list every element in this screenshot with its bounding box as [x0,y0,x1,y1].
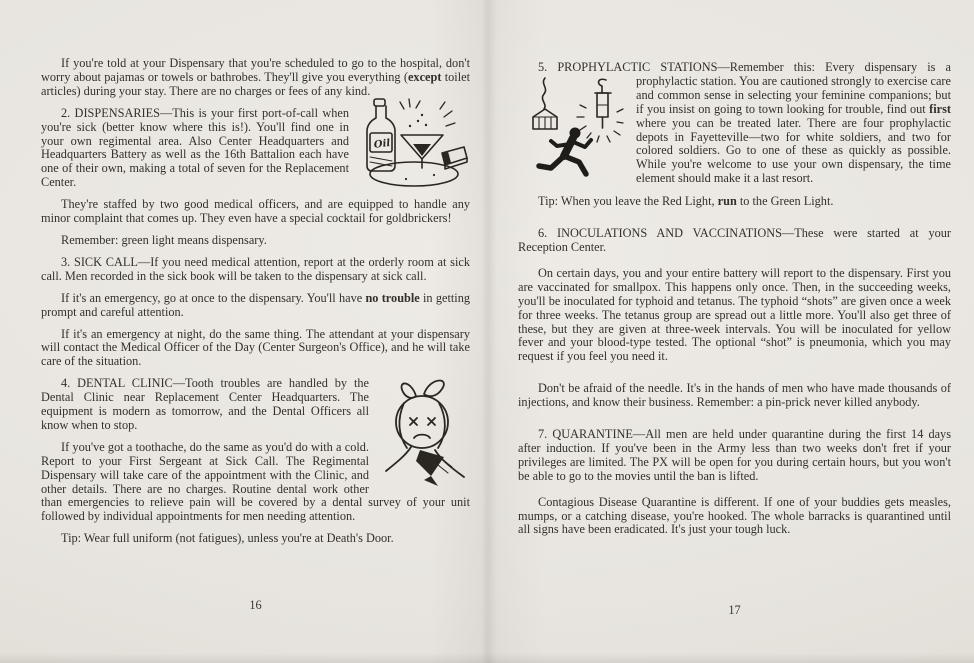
paragraph-hospital-note [41,57,470,99]
text-run: 5. PROPHYLACTIC STATIONS—Remember this: Every dispensary is a prophylactic [538,60,951,88]
paragraph-staffed [41,198,470,226]
page-17 [487,0,974,663]
paragraph-sick-call [41,256,470,284]
hanging-red-light-icon [533,78,557,129]
paragraph-remember-green-light [41,234,470,248]
red-light-running-man-illustration [518,76,624,186]
paragraph-contagious-quarantine [518,496,951,538]
page-number: 16 [249,598,262,612]
cocktail-icon [358,95,470,191]
toothache-face-illustration [378,375,470,491]
text-run: On certain days, you and your entire battery will report to the dispensary. First you are vaccinated for smallpox. This happens only once. Then, in the succeeding weeks, you'll be inoculated for typhoid and tetanus. The typhoid “shots” are given once a week for three weeks. The tetanus group are spread out a little more. You'll also get three of these, but they are given at three-week intervals. You will be inoculated for yellow fever and your blood-type tested. The optional “shot” is pneumonia, which you may request if you feel you need it. [518,265,951,364]
paragraph-dental-clinic [41,377,470,433]
text-run: 6. INOCULATIONS AND VACCINATIONS—These were started at your Reception Center. [518,226,951,254]
running-man-icon [539,127,591,174]
paragraph-prophylactic-stations [518,61,951,186]
text-run: in getting prompt and careful attention. [41,290,471,319]
goldbrick-cocktail-illustration [358,95,470,191]
text-run: They're staffed by two good medical officers, and are equipped to handle any minor complaint that comes up. They even have a special cocktail for goldbrickers! [41,197,470,226]
text-run: 2. DISPENSARIES—This is your first port-of-call when you're sick (better know where this is!). You'll find one in your own regimental area. Also Center Headquarters and Headquarters Battery as well as the 16th Battalion each have one of their own, making a total of seven for the Replacement Center. [41,105,349,190]
paragraph-text [41,376,369,432]
paragraph-text [41,106,349,190]
paragraph-quarantine [518,428,951,484]
text-run: station. You are cautioned strongly to exercise care and common sense in selecting your feminine companions; but if you insist on going to town looking for trouble, find out [636,73,951,116]
page-number: 17 [728,603,741,617]
paragraph-inoculation-schedule [518,267,951,364]
text-run: 3. SICK CALL—If you need medical attention, report at the orderly room at sick call. Men recorded in the sick book will be taken to the dispensary at sick call. [41,254,470,283]
sparkles-icon [400,99,455,127]
text-run: If it's an emergency at night, do the same thing. The attendant at your dispensary will contact the Medical Officer of the Day (Center Surgeon's Office), and he will take care of the situation. [41,326,470,369]
emphasized-text: run [717,194,737,209]
bandaged-face-icon [378,375,470,491]
text-run: to the Green Light. [736,194,834,209]
text-run: 4. DENTAL CLINIC—Tooth troubles are handled by the Dental Clinic near Replacement Center Headquarters. The equipment is modern as tomorrow, and the Dental Officers all know when to stop. [41,376,369,432]
text-run: where you can be treated later. There are four prophylactic depots in Fayetteville—two for white soldiers, and two for colored soldiers. Go to one of these as quickly as possible. While you're welcome to use your own dispensary, the time element should make it a last resort. [636,115,951,186]
matchbox-icon [442,147,467,169]
glow-dashes-icon [577,105,623,142]
text-run: Remember: green light means dispensary. [61,232,267,247]
emphasized-text: first [929,101,951,116]
emphasized-text: except [407,69,442,84]
text-run: Contagious Disease Quarantine is different. If one of your buddies gets measles, mumps, or a catching disease, you're hooked. The whole barracks is quarantined until all signs have been eradicated. It's just your tough luck. [518,494,951,537]
prophylaxis-syringe-icon [577,79,623,142]
paragraph-tip-uniform [41,532,470,546]
text-run: Tip: When you leave the Red Light, [538,194,718,209]
text-run: 7. QUARANTINE—All men are held under quarantine during the first 14 days after induction. If you've been in the Army less than two weeks don't fret if your privileges are limited. The PX will be open for you during certain hours, but you won't be able to go to the movies until the ban is lifted. [518,427,951,483]
text-run: Tip: Wear full uniform (not fatigues), unless you're at Death's Door. [61,531,394,546]
oil-bottle-icon [367,99,395,171]
paragraph-emergency [41,292,470,320]
paragraph-needle [518,382,951,410]
red-light-runner-icon [518,76,624,186]
text-run: If you're told at your Dispensary that you're scheduled to go to the hospital, don't worry about pajamas or towels or bathrobes. They'll give you everything ( [41,56,470,84]
text-run: If it's an emergency, go at once to the dispensary. You'll have [61,290,366,305]
text-run: Don't be afraid of the needle. It's in the hands of men who have made thousands of injections, and know their business. Remember: a pin-prick never killed anybody. [518,381,951,410]
text-run: If you've got a toothache, do the same as you'd do with a cold. Report to your First Sergeant at Sick Call. The Regimental Dispensary will take care of the appointment with the Clinic, and other details. There are no charges. Routine dental work other than emergencies to relieve pain will be covered by a dental survey of your unit followed by individual appointments for men needing attention. [41,439,470,524]
bottle-label-text: Oil [373,137,391,151]
paragraph-inoculations-heading [518,227,951,255]
paragraph-tip-red-light [518,195,951,209]
paragraph-text [636,74,951,185]
emphasized-text: no trouble [365,290,420,305]
paragraph-emergency-night [41,328,470,370]
text-run: toilet articles) during your stay. There are no charges or fees of any kind. [41,69,470,98]
paragraph-dispensaries [41,107,470,190]
